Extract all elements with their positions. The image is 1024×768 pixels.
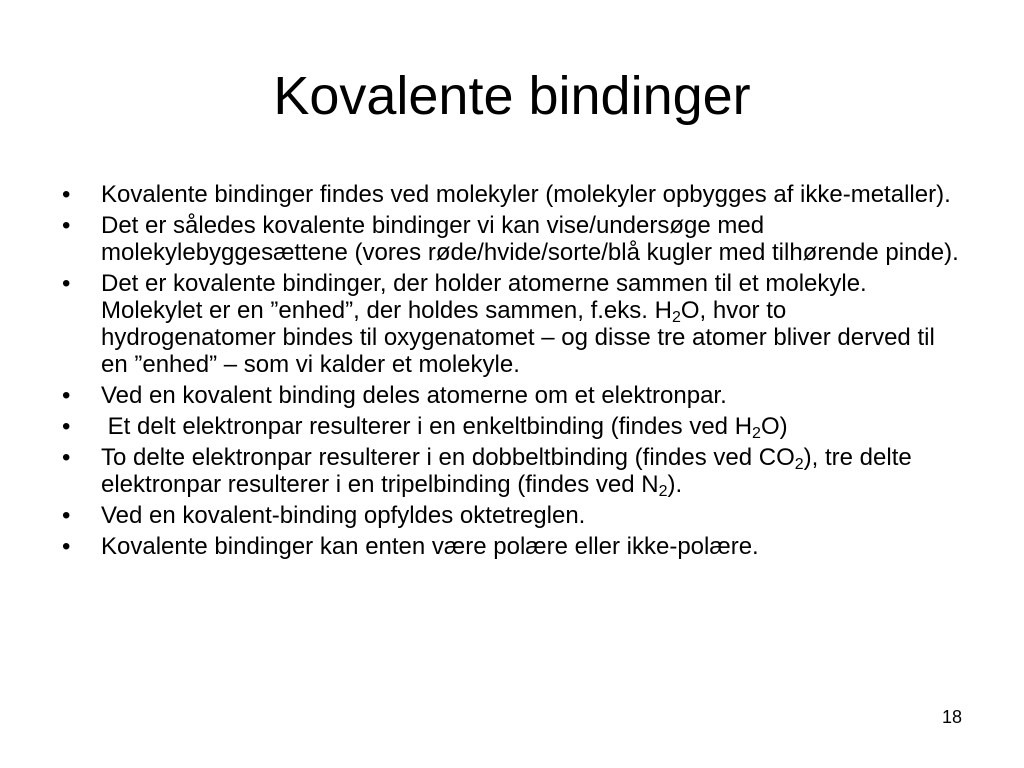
page-number: 18 bbox=[941, 707, 962, 727]
bullet-marker: • bbox=[62, 212, 71, 239]
subscript: 2 bbox=[658, 483, 668, 500]
text-run: Det er således kovalente bindinger vi kan vise/undersøge med molekylebyggesættene (vores røde/hvide/sorte/blå kugler med tilhørende pinde). bbox=[101, 212, 959, 266]
text-run: ), tre delte elektronpar resulterer i en tripelbinding (findes ved N bbox=[101, 444, 919, 498]
bullet-item bbox=[62, 212, 962, 266]
bullet-text bbox=[101, 181, 951, 208]
bullet-marker: • bbox=[62, 181, 71, 208]
slide-title: Kovalente bindinger bbox=[273, 66, 751, 126]
text-run: Kovalente bindinger findes ved molekyler (molekyler opbygges af ikke-metaller). bbox=[101, 181, 951, 208]
bullet-text bbox=[101, 270, 941, 378]
bullet-text bbox=[101, 382, 727, 409]
text-run: O, hvor to hydrogenatomer bindes til oxygenatomet – og disse tre atomer bliver derved til en ”enhed” – som vi kalder et molekyle. bbox=[101, 297, 942, 378]
text-run: Ved en kovalent-binding opfyldes oktetreglen. bbox=[101, 502, 586, 529]
text-run: Kovalente bindinger kan enten være polære eller ikke-polære. bbox=[101, 533, 759, 560]
bullet-item bbox=[62, 533, 962, 560]
bullet-item bbox=[62, 270, 962, 378]
bullet-text bbox=[101, 502, 585, 529]
subscript: 2 bbox=[752, 425, 761, 442]
text-run: To delte elektronpar resulterer i en dobbeltbinding (findes ved CO bbox=[101, 444, 795, 471]
bullet-item bbox=[62, 382, 962, 409]
subscript: 2 bbox=[671, 309, 681, 326]
bullet-item bbox=[62, 502, 962, 529]
text-run: Det er kovalente bindinger, der holder atomerne sammen til et molekyle. Molekylet er en ”enhed”, der holdes sammen, f.eks. H bbox=[101, 270, 874, 324]
bullet-marker: • bbox=[62, 533, 71, 560]
bullet-marker: • bbox=[62, 413, 71, 440]
bullet-text bbox=[101, 413, 788, 440]
bullet-item bbox=[62, 413, 962, 440]
subscript: 2 bbox=[794, 456, 804, 473]
bullet-text bbox=[101, 212, 959, 266]
bullet-marker: • bbox=[62, 502, 71, 529]
bullet-marker: • bbox=[62, 444, 71, 471]
bullet-text bbox=[101, 533, 759, 560]
text-run: O) bbox=[760, 413, 788, 440]
bullet-text bbox=[101, 444, 918, 498]
text-run: Et delt elektronpar resulterer i en enkeltbinding (findes ved H bbox=[101, 413, 753, 440]
text-run: ). bbox=[667, 471, 683, 498]
bullet-item bbox=[62, 181, 962, 208]
text-run: Ved en kovalent binding deles atomerne om et elektronpar. bbox=[101, 382, 727, 409]
bullet-marker: • bbox=[62, 270, 71, 297]
bullet-marker: • bbox=[62, 382, 71, 409]
bullet-item bbox=[62, 444, 962, 498]
bullet-list bbox=[62, 181, 962, 564]
